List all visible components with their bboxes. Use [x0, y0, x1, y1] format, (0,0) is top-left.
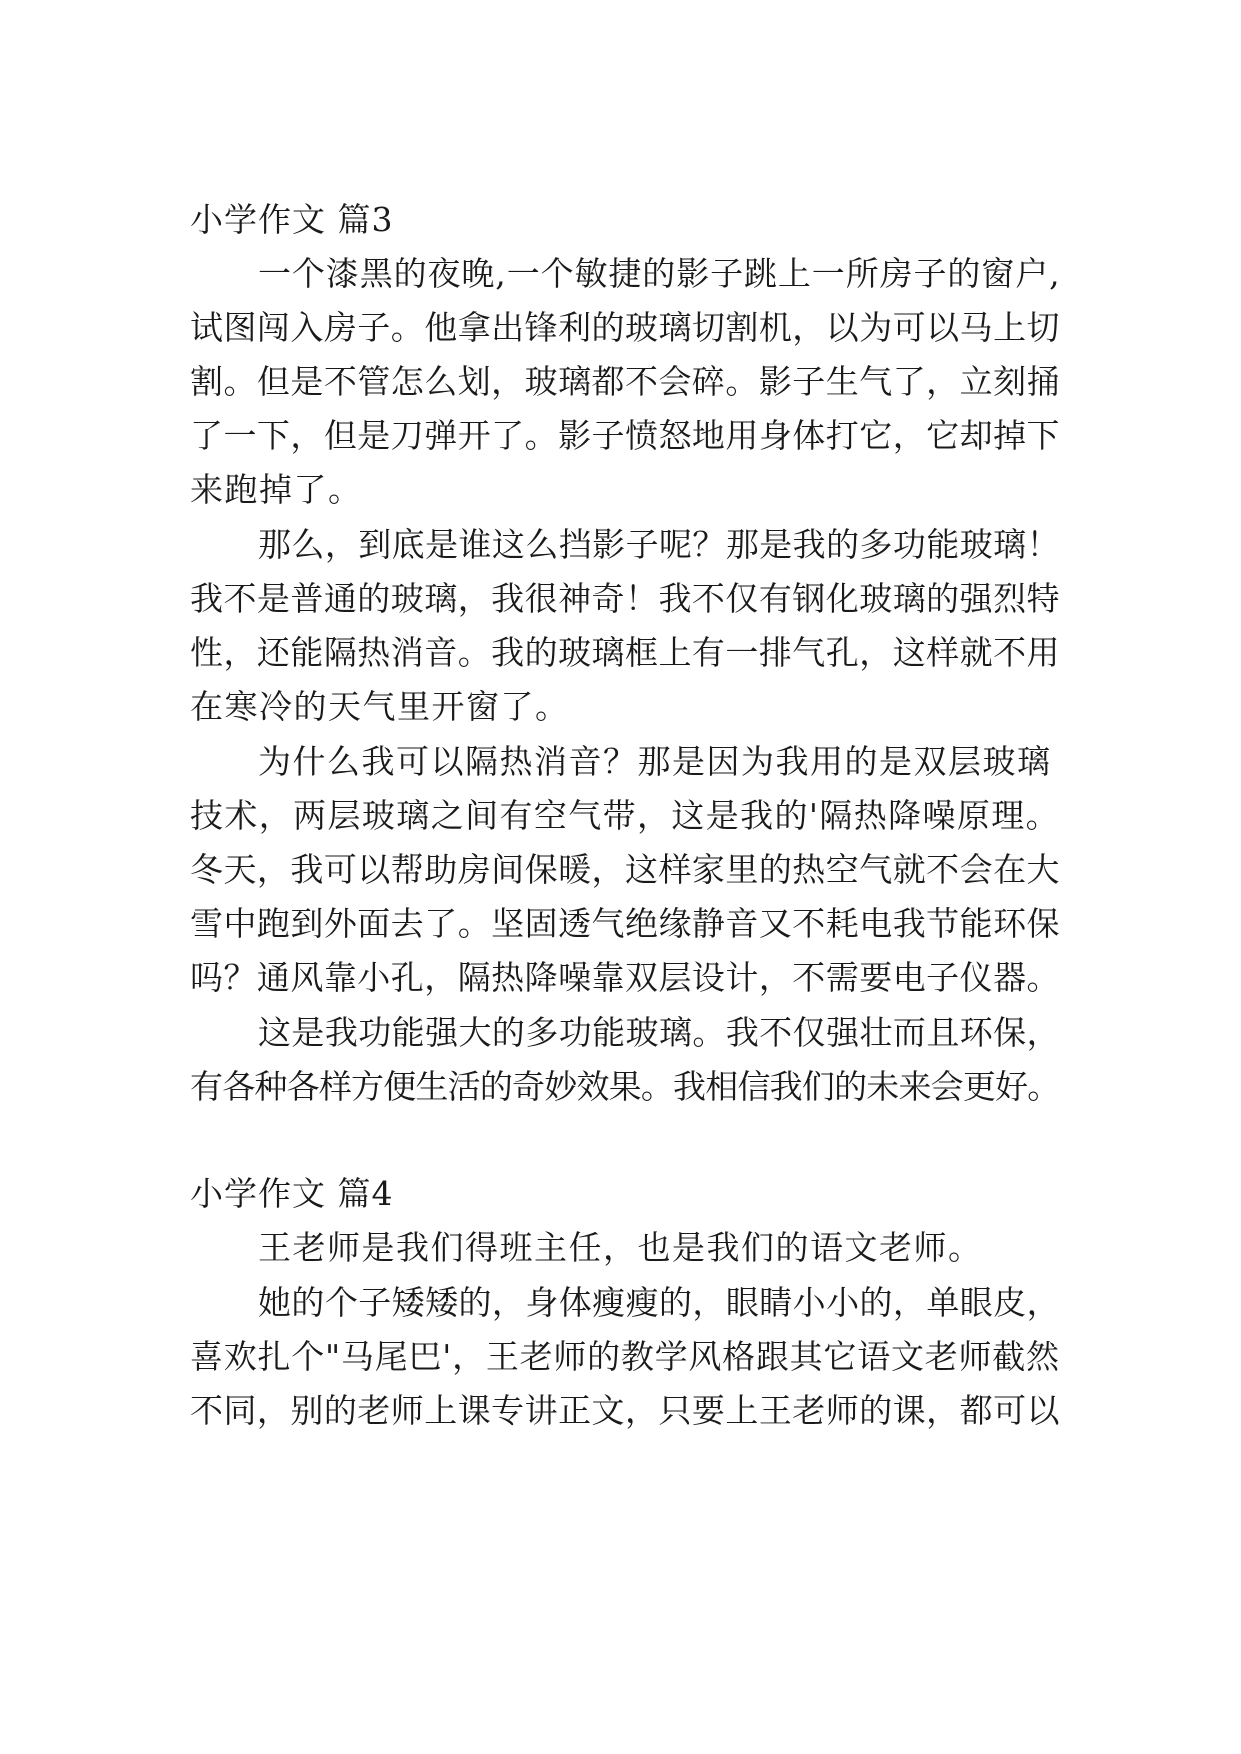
paragraph-line: 那么，到底是谁这么挡影子呢？那是我的多功能玻璃！ — [258, 525, 1060, 564]
paragraph-line: 这是我功能强大的多功能玻璃。我不仅强壮而且环保， — [258, 1013, 1060, 1052]
paragraph-line: 雪中跑到外面去了。坚固透气绝缘静音又不耗电我节能环保 — [190, 904, 1060, 943]
paragraph-line: 一个漆黑的夜晚,一个敏捷的影子跳上一所房子的窗户, — [258, 254, 1061, 293]
paragraph-line: 来跑掉了。 — [190, 470, 363, 509]
paragraph-line: 吗？通风靠小孔，隔热降噪靠双层设计，不需要电子仪器。 — [190, 958, 1060, 997]
section-heading: 小学作文 篇4 — [190, 1174, 394, 1213]
paragraph-line: 王老师是我们得班主任，也是我们的语文老师。 — [258, 1228, 983, 1267]
paragraph-line: 了一下，但是刀弹开了。影子愤怒地用身体打它，它却掉下 — [190, 416, 1060, 455]
paragraph-line: 割。但是不管怎么划，玻璃都不会碎。影子生气了，立刻捅 — [190, 362, 1060, 401]
paragraph-line: 在寒冷的天气里开窗了。 — [190, 687, 570, 726]
paragraph-line: 不同，别的老师上课专讲正文，只要上王老师的课，都可以 — [190, 1391, 1060, 1430]
section-heading: 小学作文 篇3 — [190, 200, 394, 239]
paragraph-line: 有各种各样方便生活的奇妙效果。我相信我们的未来会更好。 — [190, 1067, 1060, 1106]
paragraph-line: 性，还能隔热消音。我的玻璃框上有一排气孔，这样就不用 — [190, 633, 1060, 672]
paragraph-line: 试图闯入房子。他拿出锋利的玻璃切割机，以为可以马上切 — [190, 308, 1060, 347]
paragraph-line: 我不是普通的玻璃，我很神奇！我不仅有钢化玻璃的强烈特 — [190, 579, 1060, 618]
paragraph-line: 喜欢扎个"马尾巴'，王老师的教学风格跟其它语文老师截然 — [190, 1337, 1060, 1376]
paragraph-line: 为什么我可以隔热消音？那是因为我用的是双层玻璃 — [258, 742, 1052, 781]
paragraph-line: 技术，两层玻璃之间有空气带，这是我的'隔热降噪原理。 — [190, 796, 1061, 835]
paragraph-line: 她的个子矮矮的，身体瘦瘦的，眼睛小小的，单眼皮， — [258, 1283, 1060, 1322]
paragraph-line: 冬天，我可以帮助房间保暖，这样家里的热空气就不会在大 — [190, 850, 1060, 889]
